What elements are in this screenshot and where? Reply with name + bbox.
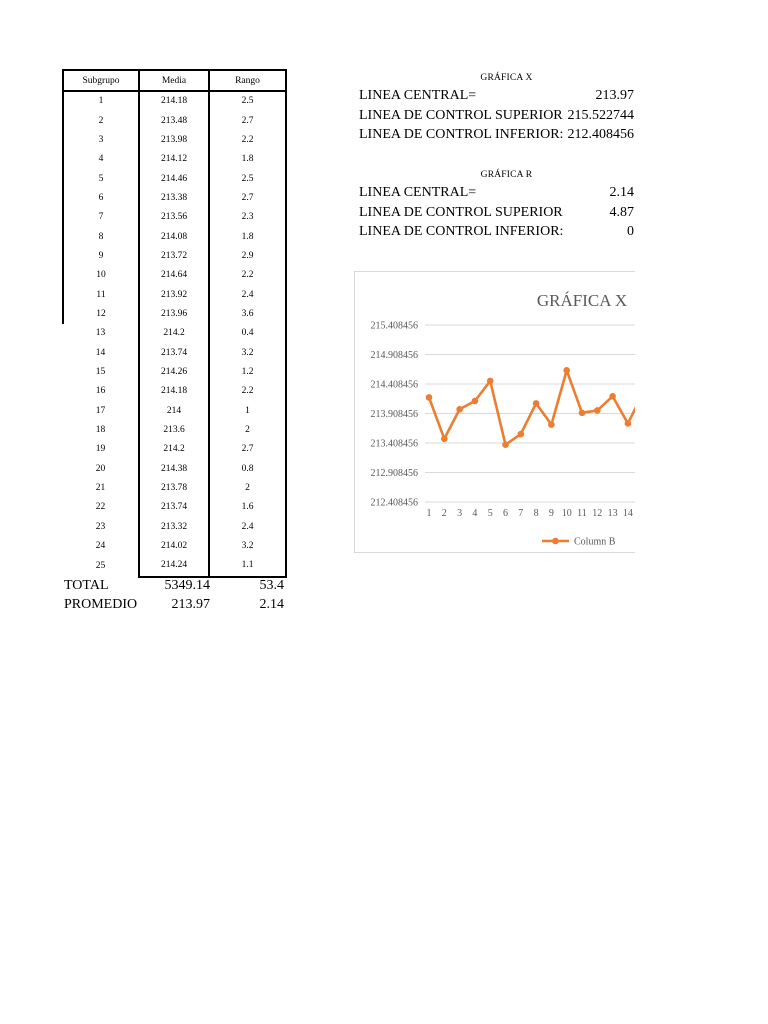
header-rango[interactable]: Rango	[209, 70, 286, 91]
cell-subgrupo[interactable]: 4	[63, 150, 139, 169]
promedio-row	[64, 595, 284, 615]
r-inferior-line	[359, 222, 634, 242]
cell-media[interactable]: 213.56	[139, 208, 209, 227]
chart-svg	[355, 272, 635, 552]
table-row	[63, 285, 286, 304]
data-point[interactable]	[548, 421, 555, 428]
x-tick-label: 9	[548, 508, 554, 519]
x-inferior-line	[359, 125, 634, 145]
cell-media[interactable]: 214.12	[139, 150, 209, 169]
cell-subgrupo[interactable]: 7	[63, 208, 139, 227]
table-row	[63, 150, 286, 169]
x-central-label[interactable]: LINEA CENTRAL=	[359, 88, 477, 103]
table-row	[63, 169, 286, 188]
cell-rango[interactable]: 2.4	[209, 518, 286, 537]
r-inferior-value[interactable]: 0	[627, 224, 634, 239]
table-row	[63, 324, 286, 343]
r-superior-line	[359, 203, 634, 223]
data-point[interactable]	[441, 435, 448, 442]
r-superior-value[interactable]: 4.87	[609, 204, 634, 220]
x-tick-label: 5	[487, 508, 493, 519]
cell-rango[interactable]: 1.8	[209, 227, 286, 246]
cell-rango[interactable]: 3.6	[209, 305, 286, 324]
cell-media[interactable]: 213.78	[139, 479, 209, 498]
cell-media[interactable]: 213.96	[139, 305, 209, 324]
table-row	[63, 440, 286, 459]
x-tick-label: 7	[518, 508, 524, 519]
header-media[interactable]: Media	[139, 70, 209, 91]
table-row	[63, 111, 286, 130]
cell-subgrupo[interactable]: 11	[63, 285, 139, 304]
total-media[interactable]: 5349.14	[164, 578, 210, 593]
cell-subgrupo[interactable]: 18	[63, 421, 139, 440]
cell-rango[interactable]: 3.2	[209, 343, 286, 362]
legend-label: Column B	[574, 536, 616, 548]
cell-rango[interactable]: 2.3	[209, 208, 286, 227]
x-tick-label: 13	[607, 508, 618, 519]
cell-media[interactable]: 214.46	[139, 169, 209, 188]
x-inferior-value[interactable]: 212.408456	[567, 127, 634, 142]
table-row	[63, 518, 286, 537]
chart-y-axis	[371, 321, 419, 509]
cell-subgrupo[interactable]: 17	[63, 402, 139, 421]
promedio-label[interactable]: PROMEDIO	[64, 597, 138, 612]
cell-rango[interactable]: 0.4	[209, 324, 286, 343]
cell-rango[interactable]: 2	[209, 421, 286, 440]
grafica-x-title[interactable]: GRÁFICA X	[480, 73, 533, 83]
cell-media[interactable]: 214.26	[139, 363, 209, 382]
cell-media[interactable]: 213.98	[139, 131, 209, 150]
chart-legend[interactable]	[542, 537, 616, 548]
r-central-label[interactable]: LINEA CENTRAL=	[359, 185, 477, 200]
table-row	[63, 556, 286, 576]
cell-subgrupo[interactable]: 9	[63, 247, 139, 266]
x-tick-label: 2	[441, 508, 447, 519]
r-inferior-label[interactable]: LINEA DE CONTROL INFERIOR:	[359, 224, 564, 239]
cell-media[interactable]: 214.64	[139, 266, 209, 285]
cell-subgrupo[interactable]: 5	[63, 169, 139, 188]
x-superior-label[interactable]: LINEA DE CONTROL SUPERIOR	[359, 107, 563, 123]
table-header-row	[63, 70, 286, 91]
table-row	[63, 266, 286, 285]
data-point[interactable]	[609, 393, 616, 400]
data-point[interactable]	[625, 420, 632, 427]
cell-media[interactable]: 213.72	[139, 247, 209, 266]
table-row	[63, 227, 286, 246]
data-table	[62, 69, 287, 578]
cell-rango[interactable]: 2	[209, 479, 286, 498]
table-row	[63, 91, 286, 111]
x-superior-value[interactable]: 215.522744	[567, 107, 634, 123]
table-row	[63, 498, 286, 517]
data-point[interactable]	[426, 394, 433, 401]
data-point[interactable]	[579, 410, 586, 417]
total-rango[interactable]: 53.4	[259, 578, 284, 593]
y-tick-label: 215.408456	[370, 320, 418, 332]
cell-rango[interactable]: 1.8	[209, 150, 286, 169]
chart-x-axis	[427, 508, 633, 519]
promedio-rango[interactable]: 2.14	[259, 597, 284, 612]
y-tick-label: 212.908456	[370, 468, 418, 479]
data-point[interactable]	[533, 400, 540, 407]
table-row	[63, 305, 286, 324]
x-tick-label: 12	[592, 508, 603, 519]
cell-media[interactable]: 213.48	[139, 111, 209, 130]
cell-rango[interactable]: 1.6	[209, 498, 286, 517]
r-central-value[interactable]: 2.14	[609, 185, 634, 200]
cell-rango[interactable]: 1.2	[209, 363, 286, 382]
cell-rango[interactable]: 2.4	[209, 285, 286, 304]
data-point[interactable]	[456, 406, 463, 413]
cell-rango[interactable]: 2.2	[209, 266, 286, 285]
cell-media[interactable]: 214.2	[139, 440, 209, 459]
cell-media[interactable]: 213.92	[139, 285, 209, 304]
cell-rango[interactable]: 2.7	[209, 111, 286, 130]
table-row	[63, 479, 286, 498]
cell-subgrupo[interactable]: 8	[63, 227, 139, 246]
cell-subgrupo[interactable]: 15	[63, 363, 139, 382]
total-row	[64, 576, 284, 596]
grafica-r-title[interactable]: GRÁFICA R	[480, 170, 533, 180]
total-label[interactable]: TOTAL	[64, 578, 109, 593]
cell-subgrupo[interactable]: 3	[63, 131, 139, 150]
table-row	[63, 421, 286, 440]
data-point[interactable]	[594, 407, 601, 414]
cell-subgrupo[interactable]: 10	[63, 266, 139, 285]
table-row	[63, 343, 286, 362]
table-row	[63, 189, 286, 208]
cell-subgrupo[interactable]: 24	[63, 537, 139, 556]
legend-marker	[552, 538, 559, 545]
cell-rango[interactable]: 2.5	[209, 169, 286, 188]
cell-subgrupo[interactable]: 1	[63, 91, 139, 111]
cell-subgrupo[interactable]: 25	[63, 556, 139, 576]
cell-rango[interactable]: 2.5	[209, 91, 286, 111]
r-superior-label[interactable]: LINEA DE CONTROL SUPERIOR	[359, 204, 563, 220]
cell-subgrupo[interactable]: 21	[63, 479, 139, 498]
cell-rango[interactable]: 1	[209, 402, 286, 421]
cell-subgrupo[interactable]: 14	[63, 343, 139, 362]
chart-series	[426, 367, 635, 448]
x-tick-label: 3	[457, 508, 463, 519]
cell-subgrupo[interactable]: 2	[63, 111, 139, 130]
cell-subgrupo[interactable]: 13	[63, 324, 139, 343]
table-row	[63, 382, 286, 401]
table-row	[63, 247, 286, 266]
cell-subgrupo[interactable]: 19	[63, 440, 139, 459]
x-tick-label: 4	[472, 508, 478, 519]
y-tick-label: 214.908456	[370, 350, 418, 361]
cell-subgrupo[interactable]: 16	[63, 382, 139, 401]
cell-media[interactable]: 214	[139, 402, 209, 421]
r-central-line	[359, 183, 634, 203]
x-inferior-label[interactable]: LINEA DE CONTROL INFERIOR:	[359, 127, 564, 142]
promedio-media[interactable]: 213.97	[171, 597, 210, 612]
header-subgrupo[interactable]: Subgrupo	[63, 70, 139, 91]
table-row	[63, 460, 286, 479]
cell-media[interactable]: 213.6	[139, 421, 209, 440]
cell-subgrupo[interactable]: 23	[63, 518, 139, 537]
grafica-r-panel	[359, 167, 634, 242]
table-row	[63, 131, 286, 150]
x-tick-label: 8	[533, 508, 539, 519]
cell-media[interactable]: 213.74	[139, 343, 209, 362]
cell-media[interactable]: 214.18	[139, 382, 209, 401]
cell-rango[interactable]: 2.7	[209, 189, 286, 208]
grafica-x-chart[interactable]	[354, 271, 635, 553]
cell-media[interactable]: 214.18	[139, 91, 209, 111]
chart-title: GRÁFICA X	[536, 291, 628, 310]
x-tick-label: 10	[561, 508, 572, 519]
cell-media[interactable]: 214.02	[139, 537, 209, 556]
x-tick-label: 14	[622, 508, 633, 519]
cell-media[interactable]: 213.74	[139, 498, 209, 517]
data-point[interactable]	[487, 378, 494, 385]
x-central-value[interactable]: 213.97	[595, 88, 634, 103]
cell-subgrupo[interactable]: 22	[63, 498, 139, 517]
cell-subgrupo[interactable]: 6	[63, 189, 139, 208]
y-tick-label: 213.908456	[370, 409, 418, 420]
cell-rango[interactable]: 1.1	[209, 556, 286, 576]
cell-rango[interactable]: 2.2	[209, 382, 286, 401]
x-tick-label: 1	[426, 508, 432, 519]
table-row	[63, 537, 286, 556]
cell-media[interactable]: 214.38	[139, 460, 209, 479]
table-row	[63, 208, 286, 227]
cell-rango[interactable]: 2.9	[209, 247, 286, 266]
data-point[interactable]	[472, 398, 479, 405]
x-tick-label: 6	[503, 508, 508, 519]
data-point[interactable]	[563, 367, 570, 374]
y-tick-label: 213.408456	[370, 438, 418, 450]
cell-rango[interactable]: 2.7	[209, 440, 286, 459]
cell-subgrupo[interactable]: 20	[63, 460, 139, 479]
cell-media[interactable]: 213.38	[139, 189, 209, 208]
y-tick-label: 212.408456	[370, 497, 418, 509]
table-row	[63, 402, 286, 421]
cell-rango[interactable]: 3.2	[209, 537, 286, 556]
cell-media[interactable]: 214.08	[139, 227, 209, 246]
cell-subgrupo[interactable]: 12	[63, 305, 139, 324]
data-point[interactable]	[518, 431, 525, 438]
cell-rango[interactable]: 2.2	[209, 131, 286, 150]
x-superior-line	[359, 106, 634, 126]
cell-media[interactable]: 213.32	[139, 518, 209, 537]
table-row	[63, 363, 286, 382]
cell-media[interactable]: 214.2	[139, 324, 209, 343]
cell-media[interactable]: 214.24	[139, 556, 209, 576]
x-central-line	[359, 86, 634, 106]
data-point[interactable]	[502, 441, 509, 448]
table-body	[63, 91, 286, 577]
y-tick-label: 214.408456	[370, 379, 418, 391]
grafica-x-panel	[359, 70, 634, 145]
cell-rango[interactable]: 0.8	[209, 460, 286, 479]
x-tick-label: 11	[577, 508, 587, 519]
